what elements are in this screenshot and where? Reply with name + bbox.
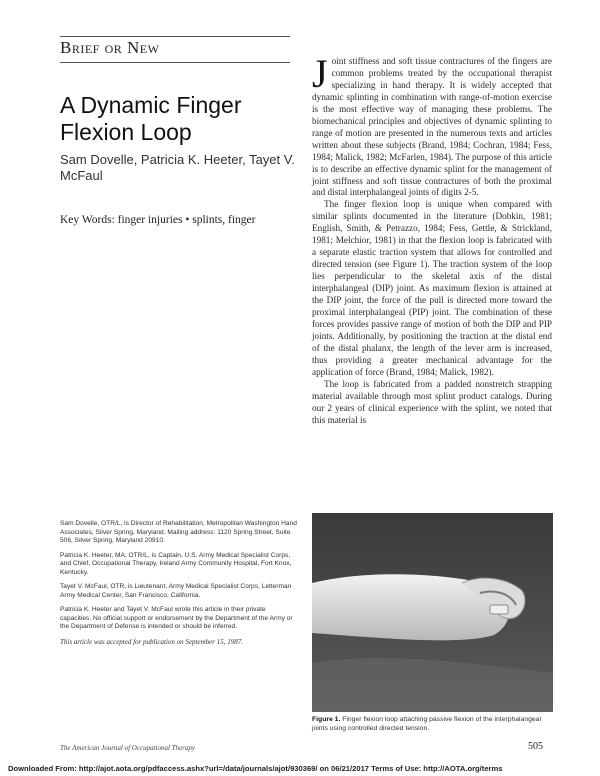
body-paragraph: The finger flexion loop is unique when compared with similar splints documented in the literature (Dobkin, 1981; English, Smith, & Petrazzo, 1984; Fess, Gettle, & Strickland, 1981; Melchior, 1981) in that the flexion loop is fabricated with a separate elastic traction system that allows for controlled and directed tension (see Figure 1). The traction system of the loop lies perpendicular to the skeletal axis of the distal interphalangeal (DIP) joint. As maximum flexion is attained at the DIP joint, the force of the pull is directed more toward the proximal interphalangeal (PIP) joint. The combination of these forces provides passive range of motion of both the DIP and PIP joints. Additionally, by positioning the traction at the distal end of the distal phalanx, the length of the lever arm is increased, thus providing a greater mechanical advantage for the application of force (Brand, 1984; Malick, 1982). <box>312 199 552 377</box>
affiliation-note: Sam Dovelle, OTR/L, is Director of Rehabilitation, Metropolitan Washington Hand Associates, Silver Spring, Maryland. Mailing address: 1120 Spring Street, Suite 506, Silver Spring, Maryland 20910. <box>60 520 297 544</box>
figure-photo <box>312 513 553 712</box>
download-notice: Downloaded From: http://ajot.aota.org/pdfaccess.ashx?url=/data/journals/ajot/930369/ on 06/21/2017 Terms of Use: http://AOTA.org/terms <box>8 764 503 773</box>
figure-caption-text: Finger flexion loop attaching passive flexion of the interphalangeal joints using controlled directed tension. <box>312 716 541 732</box>
journal-name: The American Journal of Occupational Therapy <box>60 744 195 752</box>
header-rule-bottom <box>60 62 290 63</box>
figure-caption <box>312 716 553 733</box>
article-title: A Dynamic Finger Flexion Loop <box>60 92 242 145</box>
page-number: 505 <box>528 741 543 752</box>
affiliation-note: Patricia K. Heeter and Tayet V. McFaul wrote this article in their private capacities. No official support or endorsement by the Department of the Army or the Department of Defense is intended or should be inferred. <box>60 606 293 630</box>
section-label: Brief or New <box>60 38 160 57</box>
article-keywords: Key Words: finger injuries • splints, finger <box>60 214 256 226</box>
hand-splint-illustration <box>312 513 553 712</box>
body-paragraph-text: oint stiffness and soft tissue contractures of the fingers are common problems treated by the occupational therapist specializing in hand therapy. It is widely accepted that dynamic splinting in combination with range-of-motion exercise is the most effective way of managing these problems. The biomechanical principles and objectives of dynamic splinting to range of motion are presented in the numerous texts and articles written about these subjects (Brand, 1984; Cochran, 1984; Fess, 1984; Malick, 1982; McFarlen, 1984). The purpose of this article is to describe an effective dynamic splint for the management of joint stiffness and soft tissue contractures of both the proximal and distal interphalangeal joints of digits 2-5. <box>312 56 552 198</box>
received-note: This article was accepted for publication on September 15, 1987. <box>60 637 243 646</box>
body-paragraph: The loop is fabricated from a padded nonstretch strapping material available through most splint product catalogs. During our 2 years of clinical experience with the splint, we noted that this material is <box>312 378 552 425</box>
article-authors: Sam Dovelle, Patricia K. Heeter, Tayet V. McFaul <box>60 152 295 183</box>
header-rule-top <box>60 36 290 37</box>
article-body <box>312 51 552 427</box>
affiliation-note: Tayet V. McFaul, OTR, is Lieutenant, Army Medical Specialist Corps, Letterman Army Medical Center, San Francisco, California. <box>60 583 292 599</box>
body-paragraph <box>312 51 552 199</box>
drop-cap: J <box>312 51 328 96</box>
figure-label: Figure 1. <box>312 716 341 723</box>
affiliation-note: Patricia K. Heeter, MA, OTR/L, is Captain, U.S. Army Medical Specialist Corps, and Chief, Occupational Therapy, Ireland Army Community Hospital, Fort Knox, Kentucky. <box>60 551 292 576</box>
author-affiliations <box>60 520 298 652</box>
